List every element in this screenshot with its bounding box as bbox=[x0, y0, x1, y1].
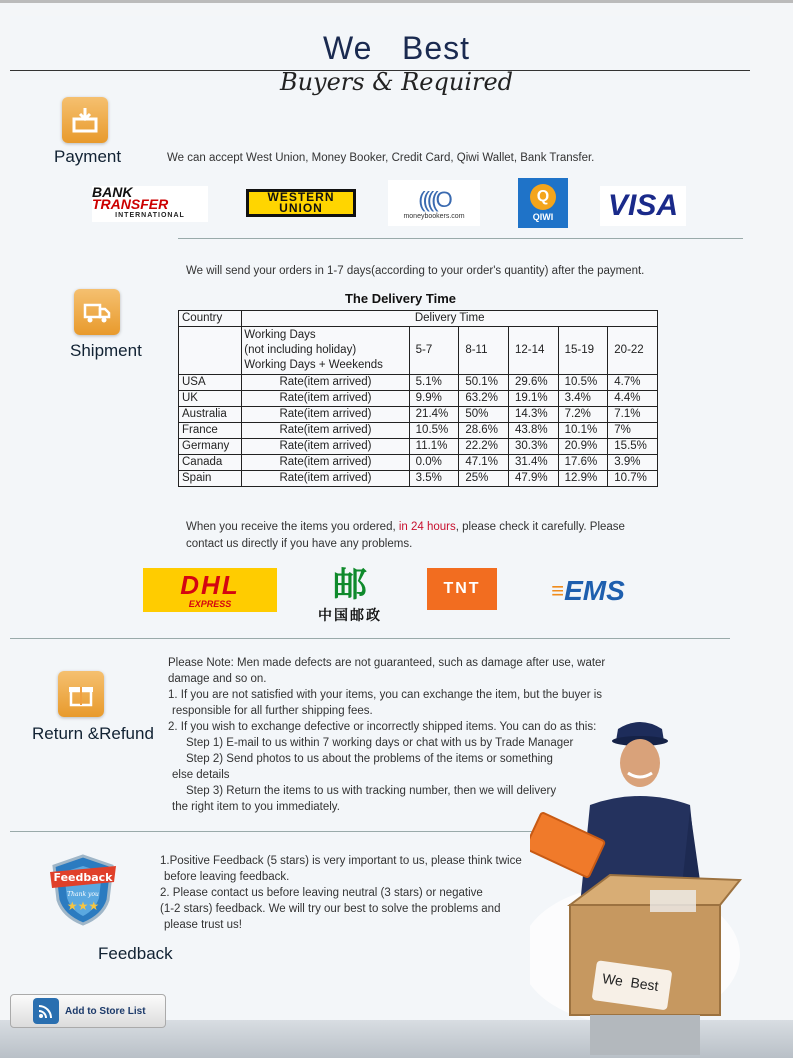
payment-label: Payment bbox=[54, 147, 122, 166]
china-post-mark: 邮 bbox=[333, 566, 367, 604]
working-days-line2: (not including holiday) bbox=[244, 344, 357, 356]
tnt-logo: TNT bbox=[427, 568, 497, 610]
shipment-intro: We will send your orders in 1-7 days(according to your order's quantity) after the payment. bbox=[186, 265, 645, 277]
rate-cell: Rate(item arrived) bbox=[242, 375, 409, 391]
rate-cell: Rate(item arrived) bbox=[242, 407, 409, 423]
china-post-logo bbox=[312, 560, 388, 630]
column-header: 8-11 bbox=[459, 327, 509, 375]
column-header: 12-14 bbox=[508, 327, 558, 375]
percent-cell: 11.1% bbox=[409, 439, 459, 455]
ems-logo-text: EMS bbox=[564, 575, 625, 606]
visa-logo-text-b: A bbox=[656, 189, 679, 222]
box-label: We Best bbox=[601, 970, 660, 994]
ems-arrows-mark: ≡ bbox=[551, 578, 565, 603]
section-divider-3 bbox=[10, 831, 550, 832]
rate-cell: Rate(item arrived) bbox=[242, 455, 409, 471]
rate-cell: Rate(item arrived) bbox=[242, 471, 409, 487]
check-items-note bbox=[186, 519, 625, 535]
percent-cell: 20.9% bbox=[558, 439, 608, 455]
qiwi-mark: Q bbox=[530, 184, 556, 210]
western-union-logo-line1: WESTERN bbox=[267, 190, 335, 204]
column-header: 5-7 bbox=[409, 327, 459, 375]
refund-line: 1. If you are not satisfied with your items, you can exchange the item, but the buyer is bbox=[168, 689, 603, 701]
feedback-line: 2. Please contact us before leaving neutral (3 stars) or negative bbox=[160, 887, 483, 899]
note-text-a: When you receive the items you ordered, bbox=[186, 521, 399, 533]
percent-cell: 15.5% bbox=[608, 439, 658, 455]
feedback-line: 1.Positive Feedback (5 stars) is very important to us, please think twice bbox=[160, 855, 522, 867]
refund-line: Please Note: Men made defects are not guaranteed, such as damage after use, water bbox=[168, 657, 606, 669]
dhl-logo bbox=[143, 568, 277, 612]
refund-line: responsible for all further shipping fees. bbox=[172, 705, 373, 717]
feedback-badge-stars: ★★★ bbox=[66, 899, 100, 913]
percent-cell: 7% bbox=[608, 423, 658, 439]
country-cell: Spain bbox=[179, 471, 242, 487]
percent-cell: 14.3% bbox=[508, 407, 558, 423]
payment-text: We can accept West Union, Money Booker, Credit Card, Qiwi Wallet, Bank Transfer. bbox=[167, 152, 595, 164]
visa-logo-text-a: VIS bbox=[607, 189, 657, 222]
percent-cell: 10.5% bbox=[409, 423, 459, 439]
refund-line: else details bbox=[172, 769, 230, 781]
feedback-badge-text: Feedback bbox=[53, 871, 113, 884]
bank-transfer-logo-subtext: INTERNATIONAL bbox=[115, 212, 185, 219]
percent-cell: 3.5% bbox=[409, 471, 459, 487]
feedback-shield-icon bbox=[48, 852, 118, 928]
rate-cell: Rate(item arrived) bbox=[242, 423, 409, 439]
page-title: We Best bbox=[322, 30, 471, 66]
feedback-line: before leaving feedback. bbox=[164, 871, 290, 883]
qiwi-logo bbox=[518, 178, 568, 228]
delivery-time-table bbox=[178, 310, 658, 487]
table-row bbox=[179, 455, 658, 471]
payment-icon bbox=[62, 97, 108, 143]
working-days-line3: Working Days + Weekends bbox=[244, 359, 383, 371]
percent-cell: 4.4% bbox=[608, 391, 658, 407]
percent-cell: 21.4% bbox=[409, 407, 459, 423]
section-divider-1 bbox=[178, 238, 743, 239]
refund-line: 2. If you wish to exchange defective or incorrectly shipped items. You can do as this: bbox=[168, 721, 597, 733]
table-row bbox=[179, 407, 658, 423]
percent-cell: 28.6% bbox=[459, 423, 509, 439]
percent-cell: 7.1% bbox=[608, 407, 658, 423]
dhl-logo-text: DHL bbox=[180, 570, 240, 600]
working-days-cell bbox=[242, 327, 409, 375]
percent-cell: 9.9% bbox=[409, 391, 459, 407]
percent-cell: 12.9% bbox=[558, 471, 608, 487]
percent-cell: 47.9% bbox=[508, 471, 558, 487]
rss-icon bbox=[33, 998, 59, 1024]
rate-cell: Rate(item arrived) bbox=[242, 439, 409, 455]
bank-transfer-logo-text-a: BANK bbox=[92, 184, 133, 200]
percent-cell: 10.1% bbox=[558, 423, 608, 439]
percent-cell: 43.8% bbox=[508, 423, 558, 439]
table-row bbox=[179, 375, 658, 391]
western-union-logo-line2: UNION bbox=[279, 201, 323, 215]
moneybookers-logo-text: moneybookers.com bbox=[403, 212, 465, 220]
return-refund-label: Return &Refund bbox=[32, 724, 154, 743]
delivery-time-header: Delivery Time bbox=[242, 311, 658, 327]
moneybookers-logo bbox=[388, 180, 480, 226]
working-days-line1: Working Days bbox=[244, 329, 316, 341]
section-divider-2 bbox=[10, 638, 730, 639]
percent-cell: 50% bbox=[459, 407, 509, 423]
country-cell: France bbox=[179, 423, 242, 439]
courier-illustration bbox=[530, 715, 750, 1055]
add-to-store-list-button[interactable] bbox=[10, 994, 166, 1028]
delivery-table-title: The Delivery Time bbox=[344, 291, 457, 306]
percent-cell: 0.0% bbox=[409, 455, 459, 471]
top-border bbox=[0, 0, 793, 3]
percent-cell: 30.3% bbox=[508, 439, 558, 455]
shipment-label: Shipment bbox=[70, 341, 142, 360]
note-text-b: , please check it carefully. Please bbox=[455, 521, 625, 533]
feedback-badge-subtext: Thank you bbox=[67, 891, 99, 898]
return-gift-icon bbox=[58, 671, 104, 717]
dhl-express-text: EXPRESS bbox=[188, 599, 232, 609]
table-row bbox=[179, 439, 658, 455]
percent-cell: 63.2% bbox=[459, 391, 509, 407]
refund-line: the right item to you immediately. bbox=[172, 801, 340, 813]
percent-cell: 29.6% bbox=[508, 375, 558, 391]
page-subtitle: Buyers & Required bbox=[279, 68, 514, 96]
refund-line: damage and so on. bbox=[168, 673, 267, 685]
column-header: 15-19 bbox=[558, 327, 608, 375]
table-row bbox=[179, 423, 658, 439]
country-cell: Canada bbox=[179, 455, 242, 471]
percent-cell: 3.9% bbox=[608, 455, 658, 471]
table-row bbox=[179, 391, 658, 407]
column-header: 20-22 bbox=[608, 327, 658, 375]
percent-cell: 25% bbox=[459, 471, 509, 487]
rate-cell: Rate(item arrived) bbox=[242, 391, 409, 407]
percent-cell: 7.2% bbox=[558, 407, 608, 423]
country-cell: Germany bbox=[179, 439, 242, 455]
percent-cell: 19.1% bbox=[508, 391, 558, 407]
percent-cell: 5.1% bbox=[409, 375, 459, 391]
refund-line: Step 1) E-mail to us within 7 working days or chat with us by Trade Manager bbox=[186, 737, 574, 749]
percent-cell: 31.4% bbox=[508, 455, 558, 471]
western-union-logo bbox=[246, 189, 356, 217]
feedback-line: (1-2 stars) feedback. We will try our best to solve the problems and bbox=[160, 903, 501, 915]
country-header: Country bbox=[179, 311, 242, 327]
refund-line: Step 2) Send photos to us about the problems of the items or something bbox=[186, 753, 553, 765]
percent-cell: 4.7% bbox=[608, 375, 658, 391]
percent-cell: 50.1% bbox=[459, 375, 509, 391]
china-post-text: 中国邮政 bbox=[318, 607, 382, 623]
percent-cell: 22.2% bbox=[459, 439, 509, 455]
country-cell: USA bbox=[179, 375, 242, 391]
percent-cell: 10.7% bbox=[608, 471, 658, 487]
refund-line: Step 3) Return the items to us with tracking number, then we will delivery bbox=[186, 785, 557, 797]
percent-cell: 10.5% bbox=[558, 375, 608, 391]
percent-cell: 3.4% bbox=[558, 391, 608, 407]
percent-cell: 17.6% bbox=[558, 455, 608, 471]
bank-transfer-logo-text-b: TRANSFER bbox=[92, 196, 169, 212]
percent-cell: 47.1% bbox=[459, 455, 509, 471]
table-row bbox=[179, 471, 658, 487]
country-cell: Australia bbox=[179, 407, 242, 423]
feedback-line: please trust us! bbox=[164, 919, 242, 931]
feedback-label: Feedback bbox=[98, 944, 173, 963]
contact-note: contact us directly if you have any problems. bbox=[186, 538, 413, 550]
country-cell: UK bbox=[179, 391, 242, 407]
bank-transfer-logo bbox=[92, 186, 208, 222]
shipment-truck-icon bbox=[74, 289, 120, 335]
visa-logo bbox=[600, 186, 686, 226]
empty-cell bbox=[179, 327, 242, 375]
add-to-store-list-label: Add to Store List bbox=[65, 1005, 146, 1017]
ems-logo bbox=[540, 574, 636, 608]
moneybookers-rings-mark: ((((O bbox=[418, 186, 450, 212]
note-highlight: in 24 hours bbox=[398, 521, 456, 533]
qiwi-logo-text: QIWI bbox=[532, 212, 554, 222]
